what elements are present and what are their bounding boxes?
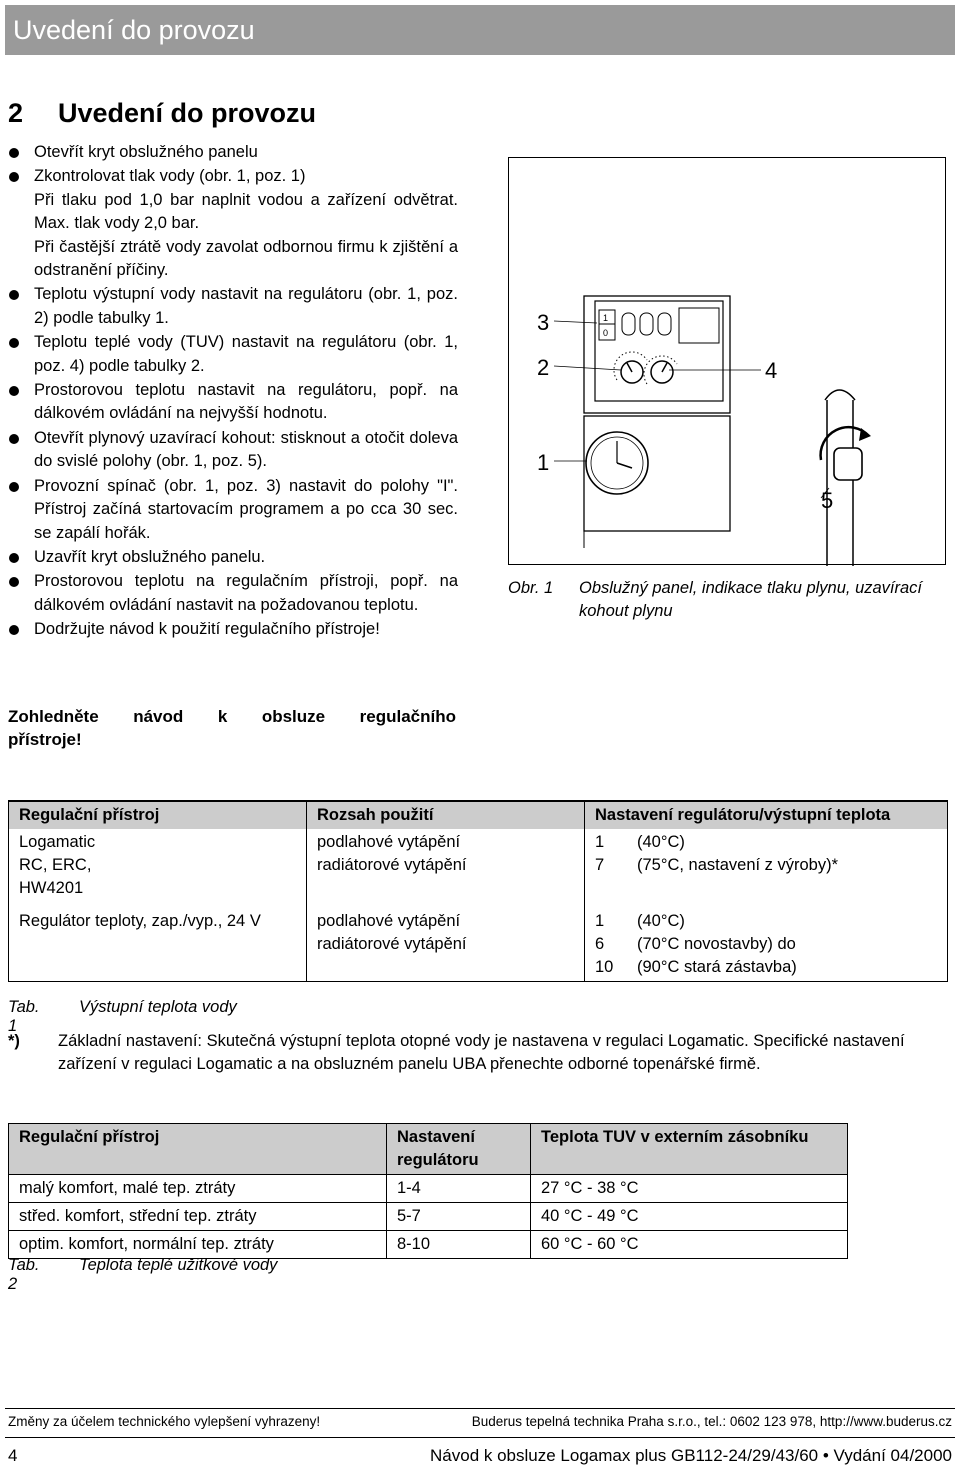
- setting-temperature: (40°C): [637, 833, 685, 851]
- list-item: [8, 475, 458, 545]
- instruction-list: [8, 141, 458, 643]
- setting-line: [595, 910, 937, 933]
- figure-caption-label: Obr. 1: [508, 579, 554, 597]
- footnote-text: Základní nastavení: Skutečná výstupní teplota otopné vody je nastavena v regulaci Logamatic. Specifické nastavení zařízení v regulaci Logamatic a na obsluzném panelu UBA přenechte odborné topenářské firmě.: [58, 1032, 905, 1073]
- list-item: [8, 570, 458, 617]
- cell-line: podlahové vytápění: [317, 833, 461, 851]
- list-item-text: Otevřít kryt obslužného panelu: [34, 143, 258, 161]
- list-item-text: Prostorovou teplotu nastavit na regulátoru, popř. na dálkovém ovládání na nejvyšší hodnotu.: [34, 381, 458, 423]
- bullet-icon: [9, 338, 19, 348]
- cell-usage: [307, 829, 585, 902]
- page-number: 4: [8, 1446, 18, 1465]
- table-cell: střed. komfort, střední tep. ztráty: [9, 1203, 387, 1231]
- page-header: [5, 5, 955, 55]
- footer-disclaimer: Změny za účelem technického vylepšení vyhrazeny!: [8, 1414, 321, 1429]
- figure-label-1: 1: [537, 450, 550, 475]
- list-item: [8, 546, 458, 569]
- list-item-text: Uzavřít kryt obslužného panelu.: [34, 547, 266, 566]
- table2-header-temperature: Teplota TUV v externím zásobníku: [531, 1124, 848, 1175]
- cell-line: Logamatic: [19, 833, 96, 851]
- setting-value: 10: [595, 958, 614, 976]
- setting-temperature: (90°C stará zástavba): [637, 958, 797, 976]
- cell-line: Regulátor teploty, zap./vyp., 24 V: [19, 912, 261, 930]
- list-item: [8, 165, 458, 282]
- list-item-text: Zkontrolovat tlak vody (obr. 1, poz. 1): [34, 167, 306, 186]
- table-flow-temperature: [8, 800, 948, 982]
- footer-divider: [5, 1437, 955, 1438]
- cell-line: podlahové vytápění: [317, 912, 461, 930]
- list-item-text: Při tlaku pod 1,0 bar naplnit vodou a zařízení odvětrat. Max. tlak vody 2,0 bar.: [34, 190, 458, 233]
- list-item-text: Prostorovou teplotu na regulačním přístroji, popř. na dálkovém ovládání nastavit na požadovanou teplotu.: [34, 572, 458, 614]
- note-line-1: Zohledněte návod k obsluze regulačního: [8, 707, 456, 726]
- bullet-icon: [9, 386, 19, 396]
- table-cell: 5-7: [387, 1203, 531, 1231]
- cell-device: [9, 829, 307, 902]
- table-dhw-temperature: [8, 1123, 848, 1259]
- figure-label-5: 5: [821, 488, 834, 513]
- cell-line: radiátorové vytápění: [317, 856, 467, 874]
- cell-line: RC, ERC,: [19, 856, 92, 874]
- list-item: [8, 141, 458, 164]
- bullet-icon: [9, 553, 19, 563]
- panel-button: [658, 313, 671, 335]
- control-panel-illustration: [509, 158, 947, 566]
- bullet-icon: [9, 482, 19, 492]
- panel-button: [640, 313, 653, 335]
- setting-line: [595, 956, 937, 979]
- cell-line: HW4201: [19, 879, 84, 897]
- bullet-icon: [9, 290, 19, 300]
- bullet-icon: [9, 625, 19, 635]
- table-cell: 27 °C - 38 °C: [531, 1175, 848, 1203]
- list-item: [8, 283, 458, 330]
- list-item-text: Při častější ztrátě vody zavolat odbornou firmu k zjištění a odstranění příčiny.: [34, 237, 458, 280]
- switch-label-1: 1: [603, 313, 609, 323]
- table1-header-setting: Nastavení regulátoru/výstupní teplota: [585, 801, 948, 829]
- display-window: [679, 308, 719, 343]
- setting-value: 6: [595, 935, 605, 953]
- cell-device: [9, 902, 307, 982]
- setting-line: [595, 831, 937, 854]
- table1-header-usage: Rozsah použití: [307, 801, 585, 829]
- table2-header-setting: Nastavení regulátoru: [387, 1124, 531, 1175]
- table-cell: optim. komfort, normální tep. ztráty: [9, 1231, 387, 1259]
- figure-label-2: 2: [537, 355, 550, 380]
- table-cell: 60 °C - 60 °C: [531, 1231, 848, 1259]
- bullet-icon: [9, 577, 19, 587]
- figure-caption-text: Obslužný panel, indikace tlaku plynu, uzavírací kohout plynu: [579, 579, 923, 620]
- figure-label-3: 3: [537, 310, 550, 335]
- switch-label-0: 0: [603, 328, 609, 338]
- list-item: [8, 331, 458, 378]
- table-row: [9, 1175, 848, 1203]
- table-row: [9, 1231, 848, 1259]
- list-item-text: Dodržujte návod k použití regulačního přístroje!: [34, 620, 380, 639]
- figure-label-4: 4: [765, 358, 778, 383]
- cell-setting: [585, 829, 948, 902]
- bullet-icon: [9, 172, 19, 182]
- footer-company: Buderus tepelná technika Praha s.r.o., tel.: 0602 123 978, http://www.buderus.cz: [471, 1414, 952, 1429]
- table-cell: malý komfort, malé tep. ztráty: [9, 1175, 387, 1203]
- list-item-text: Teplotu výstupní vody nastavit na regulátoru (obr. 1, poz. 2) podle tabulky 1.: [34, 285, 458, 327]
- section-heading: [8, 98, 316, 129]
- document-title: Návod k obsluze Logamax plus GB112-24/29/43/60 • Vydání 04/2000: [430, 1446, 952, 1465]
- setting-temperature: (75°C, nastavení z výroby)*: [637, 856, 839, 874]
- gas-valve-handle: [834, 448, 862, 480]
- table1-caption-label: Tab. 1: [8, 998, 40, 1035]
- setting-temperature: (70°C novostavby) do: [637, 935, 796, 953]
- regulator-manual-note: [8, 705, 456, 751]
- section-title: Uvedení do provozu: [58, 98, 317, 128]
- table-cell: 1-4: [387, 1175, 531, 1203]
- list-item-text: Otevřít plynový uzavírací kohout: stisknout a otočit doleva do svislé polohy (obr. 1, poz. 5).: [34, 428, 458, 471]
- list-item-text: Provozní spínač (obr. 1, poz. 3) nastavit do polohy "I". Přístroj začíná startovacím programem a po cca 30 sec. se zapálí hořák.: [34, 476, 458, 542]
- bullet-icon: [9, 434, 19, 444]
- table2-header-device: Regulační přístroj: [9, 1124, 387, 1175]
- setting-value: 1: [595, 833, 605, 851]
- table-cell: 40 °C - 49 °C: [531, 1203, 848, 1231]
- list-item: [8, 618, 458, 641]
- figure-control-panel: [508, 157, 946, 565]
- section-number: 2: [8, 98, 24, 128]
- footer-divider: [5, 1408, 955, 1409]
- setting-line: [595, 854, 937, 877]
- list-item: [8, 379, 458, 426]
- bullet-icon: [9, 148, 19, 158]
- setting-value: 7: [595, 856, 605, 874]
- page-header-title: Uvedení do provozu: [13, 15, 255, 45]
- note-line-2: přístroje!: [8, 730, 82, 749]
- setting-value: 1: [595, 912, 605, 930]
- table2-caption-label: Tab. 2: [8, 1256, 40, 1293]
- footnote-mark: *): [8, 1032, 20, 1050]
- setting-temperature: (40°C): [637, 912, 685, 930]
- table-row: [9, 1203, 848, 1231]
- panel-button: [622, 313, 635, 335]
- list-item-text: Teplotu teplé vody (TUV) nastavit na regulátoru (obr. 1, poz. 4) podle tabulky 2.: [34, 333, 458, 375]
- table-row: [9, 902, 948, 982]
- table1-header-device: Regulační přístroj: [9, 801, 307, 829]
- cell-usage: [307, 902, 585, 982]
- table-row: [9, 829, 948, 902]
- setting-line: [595, 933, 937, 956]
- table1-caption-text: Výstupní teplota vody: [79, 998, 237, 1016]
- cell-setting: [585, 902, 948, 982]
- list-item: [8, 427, 458, 474]
- table2-caption-text: Teplota teplé užitkové vody: [79, 1256, 278, 1274]
- table-cell: 8-10: [387, 1231, 531, 1259]
- cell-line: radiátorové vytápění: [317, 935, 467, 953]
